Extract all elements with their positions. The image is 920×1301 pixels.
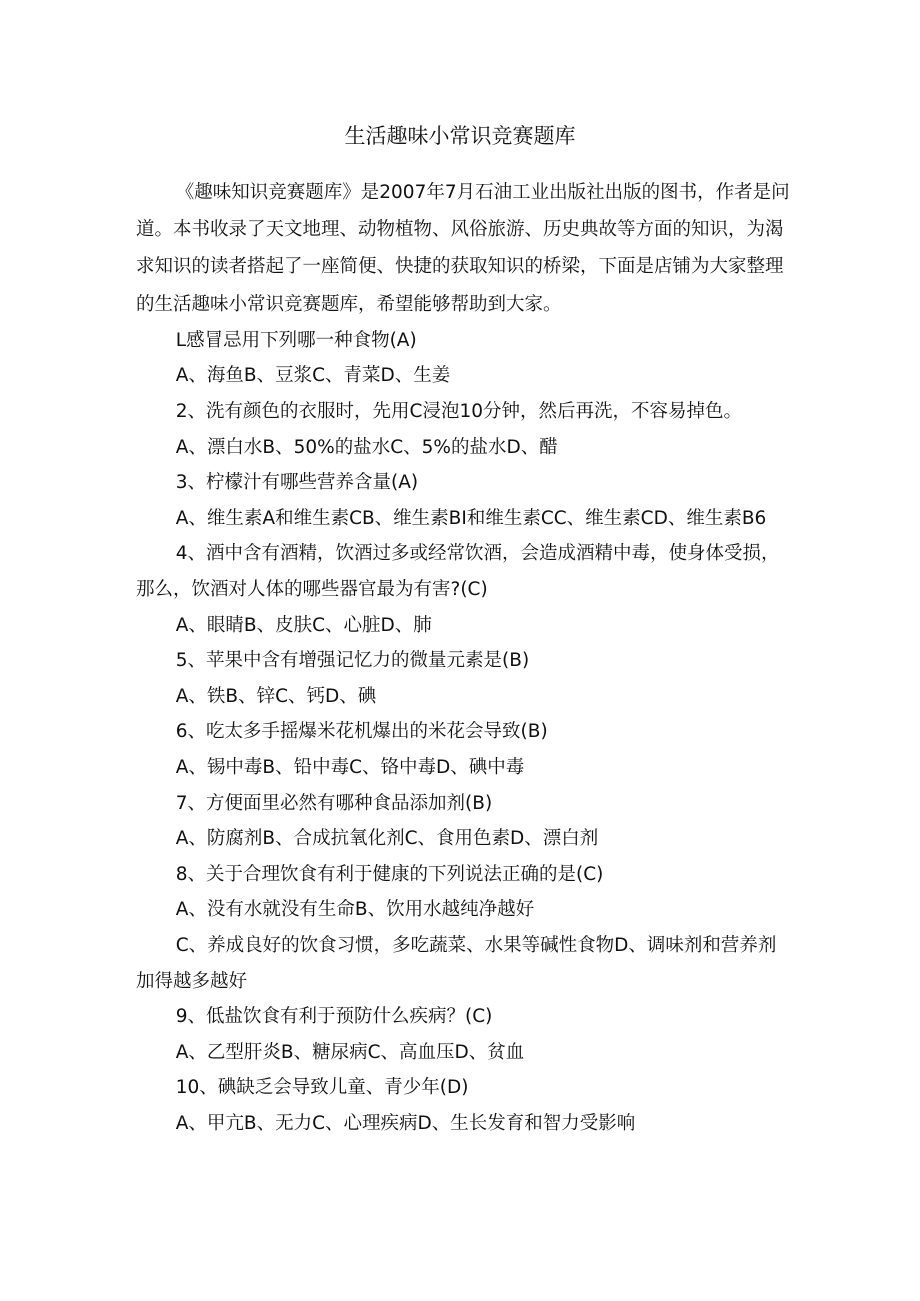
question-4: 4、酒中含有酒精，饮酒过多或经常饮酒，会造成酒精中毒，使身体受损，那么，饮酒对人体的哪些器官最为有害?(C) (136, 543, 780, 600)
question-1: L感冒忌用下列哪一种食物(A) (175, 329, 417, 351)
question-10: 10、碘缺乏会导致儿童、青少年(D) (175, 1077, 469, 1099)
question-3: 3、柠檬汁有哪些营养含量(A) (175, 472, 419, 494)
question-7: 7、方便面里必然有哪种食品添加剂(B) (175, 792, 493, 814)
options-4: A、眼睛B、皮肤C、心脏D、肺 (175, 614, 432, 636)
question-9: 9、低盐饮食有利于预防什么疾病？(C) (175, 1006, 493, 1028)
question-6: 6、吃太多手摇爆米花机爆出的米花会导致(B) (175, 721, 548, 743)
document-body (136, 174, 790, 1141)
options-7: A、防腐剂B、合成抗氧化剂C、食用色素D、漂白剂 (175, 828, 599, 850)
options-1: A、海鱼B、豆浆C、青菜D、生姜 (175, 365, 451, 387)
options-2: A、漂白水B、50%的盐水C、5%的盐水D、醋 (175, 436, 558, 458)
options-10: A、甲亢B、无力C、心理疾病D、生长发育和智力受影响 (175, 1112, 636, 1134)
options-8-ab: A、没有水就没有生命B、饮用水越纯净越好 (175, 899, 535, 921)
options-9: A、乙型肝炎B、糖尿病C、高血压D、贫血 (175, 1041, 525, 1063)
options-5: A、铁B、锌C、钙D、碘 (175, 685, 377, 707)
document-title: 生活趣味小常识竞赛题库 (344, 124, 576, 148)
intro-paragraph: 《趣味知识竞赛题库》是2007年7月石油工业出版社出版的图书，作者是问道。本书收录了天文地理、动物植物、风俗旅游、历史典故等方面的知识，为渴求知识的读者搭起了一座简便、快捷的获取知识的桥梁，下面是店铺为大家整理的生活趣味小常识竞赛题库，希望能够帮助到大家。 (136, 182, 790, 315)
question-5: 5、苹果中含有增强记忆力的微量元素是(B) (175, 650, 530, 672)
question-8: 8、关于合理饮食有利于健康的下列说法正确的是(C) (175, 863, 604, 885)
options-8-cd: C、养成良好的饮食习惯，多吃蔬菜、水果等碱性食物D、调味剂和营养剂加得越多越好 (136, 934, 777, 992)
options-3: A、维生素A和维生素CB、维生素BI和维生素CC、维生素CD、维生素B6 (175, 507, 767, 529)
question-2: 2、洗有颜色的衣服时，先用C浸泡10分钟，然后再洗，不容易掉色。 (175, 401, 742, 422)
options-6: A、锡中毒B、铅中毒C、铬中毒D、碘中毒 (175, 756, 525, 778)
